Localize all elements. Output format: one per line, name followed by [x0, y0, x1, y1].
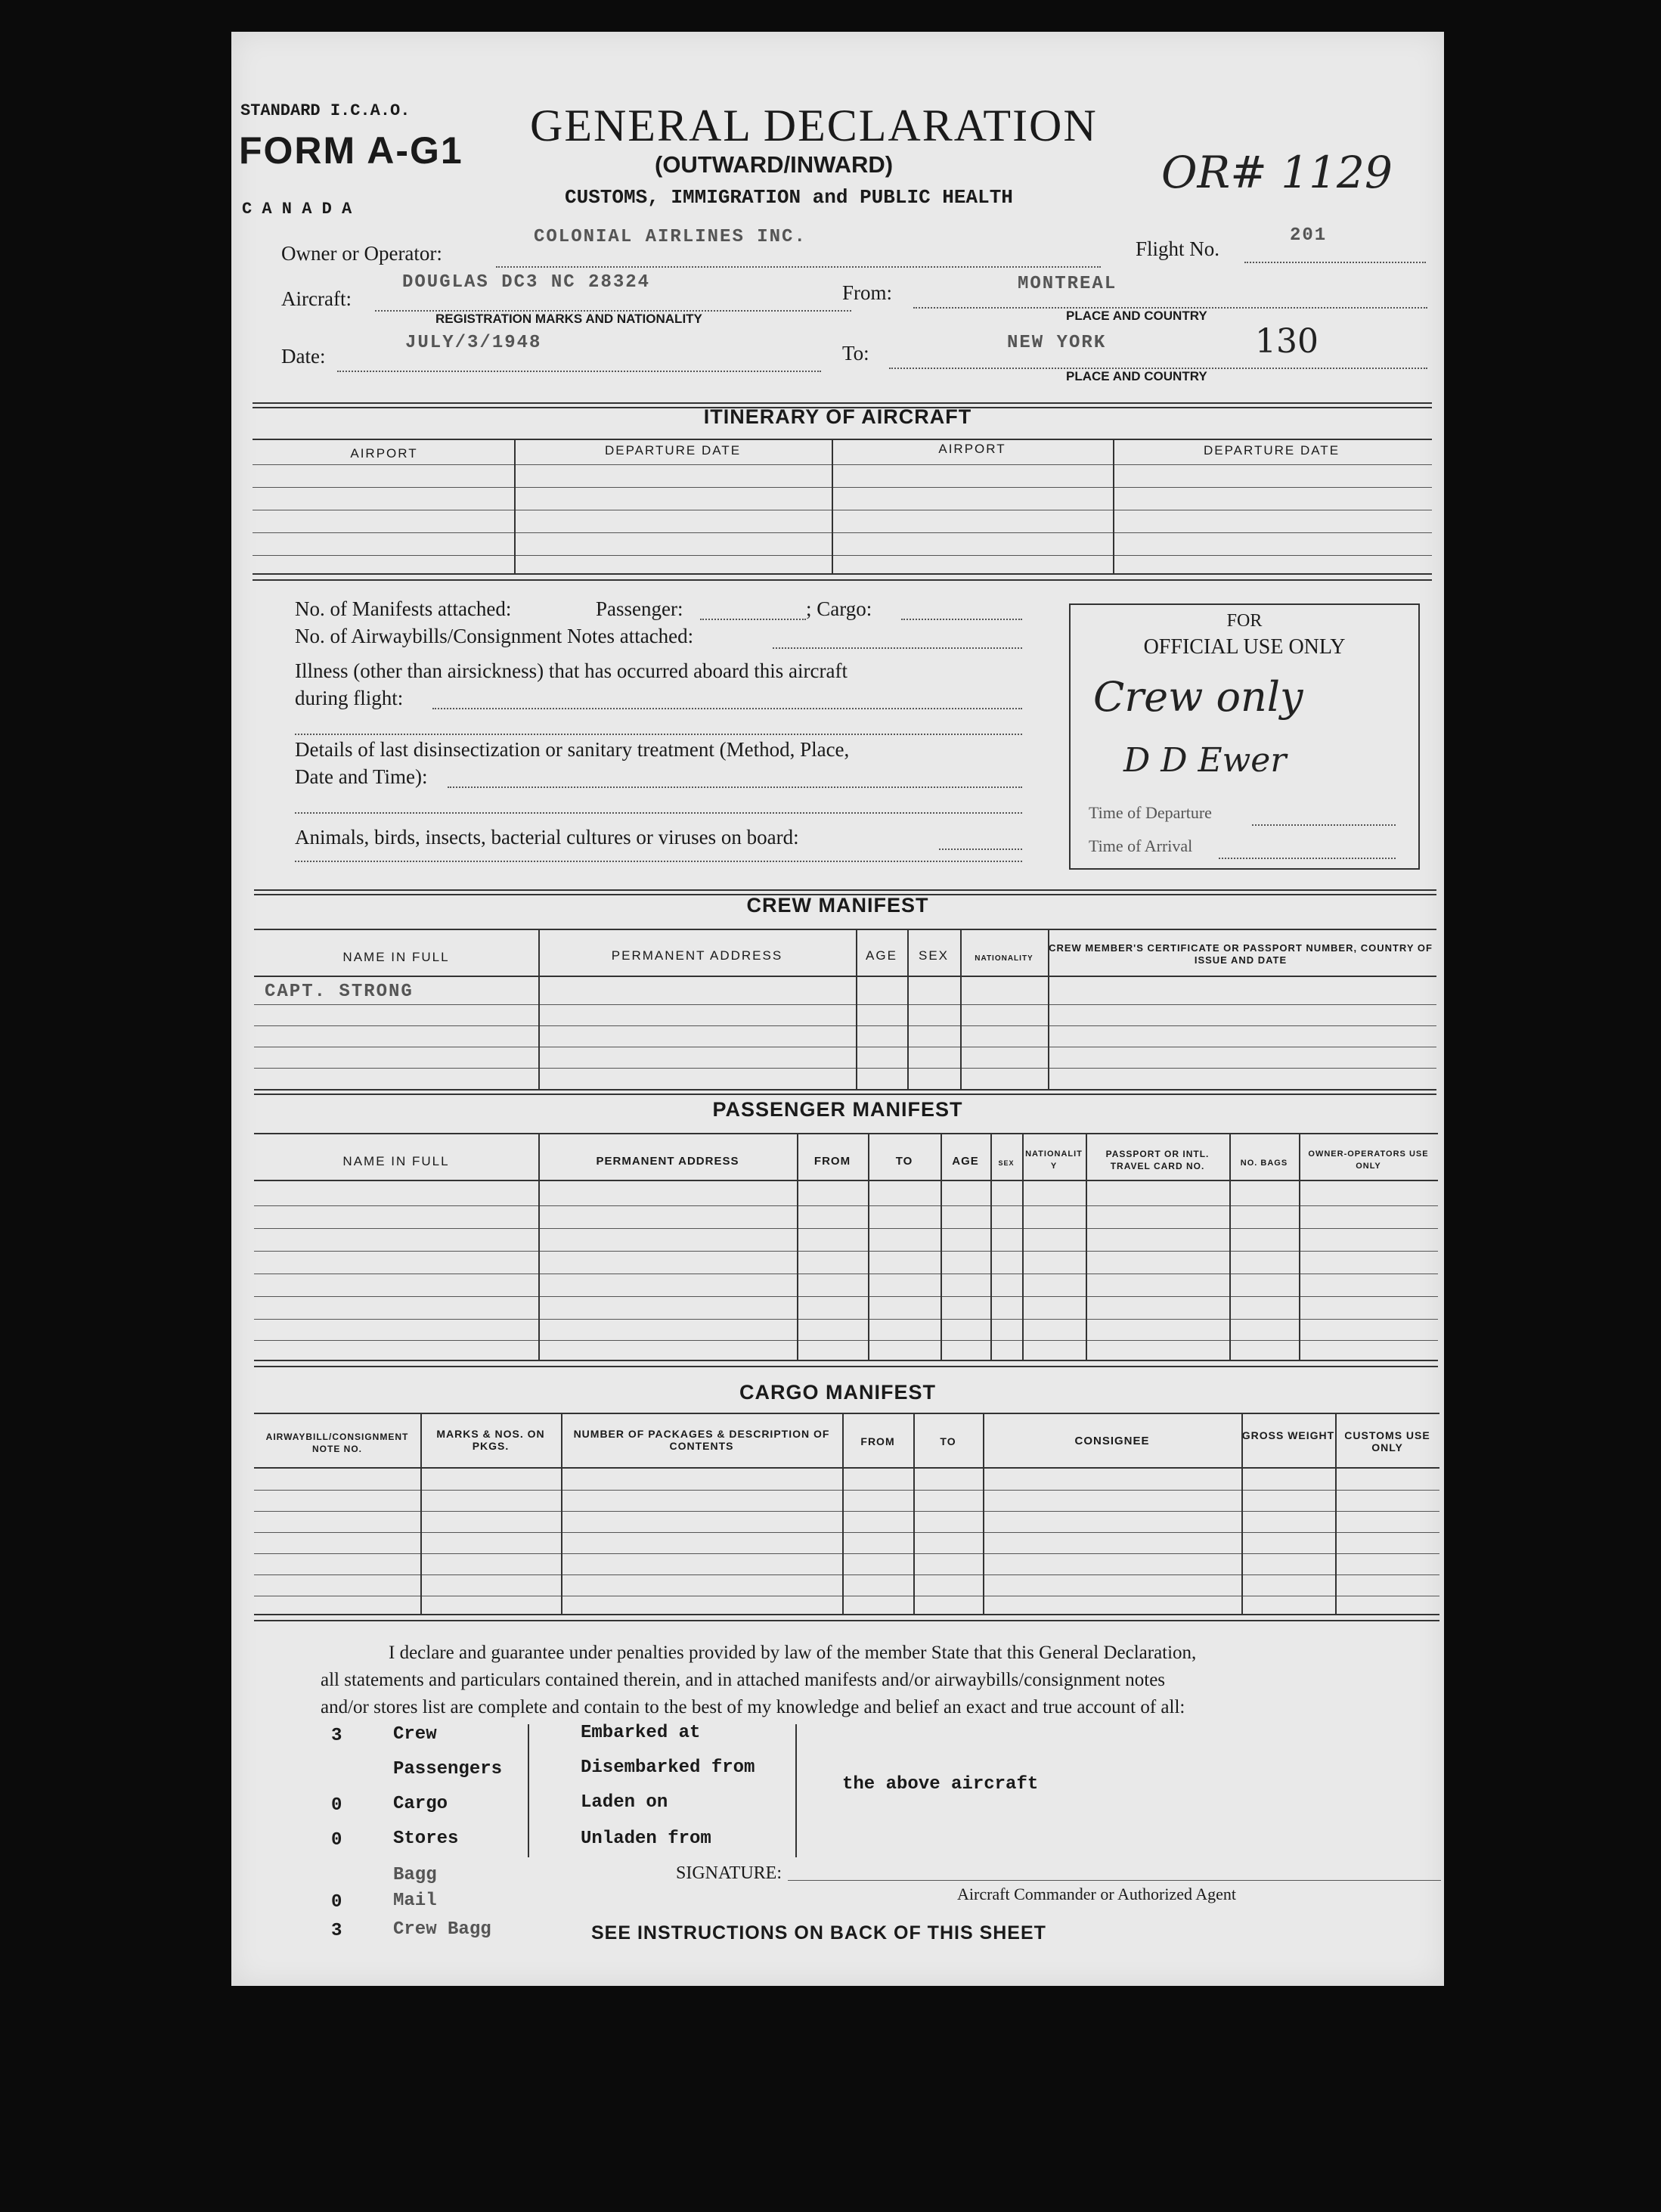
passenger-col-nationality: NATIONALITY — [1025, 1149, 1083, 1171]
crew-col-sex: SEX — [918, 948, 950, 963]
item-passengers-label: Passengers — [393, 1759, 503, 1779]
crew-row-name: CAPT. STRONG — [265, 982, 414, 1002]
to-label: To: — [842, 342, 869, 365]
item-bagg-label: Bagg — [393, 1865, 437, 1885]
reference-handwritten: OR# 1129 — [1161, 147, 1393, 198]
official-use-box — [1069, 603, 1420, 870]
official-for: FOR — [1226, 611, 1263, 631]
date-value: JULY/3/1948 — [405, 333, 542, 353]
passenger-title: PASSENGER MANIFEST — [712, 1098, 963, 1121]
passenger-col-sex: SEX — [998, 1159, 1015, 1167]
aircraft-label: Aircraft: — [281, 287, 352, 310]
passenger-col-bags: NO. BAGS — [1240, 1159, 1288, 1168]
action-disembarked: Disembarked from — [581, 1758, 755, 1778]
above-aircraft: the above aircraft — [842, 1774, 1039, 1795]
passenger-col-address: PERMANENT ADDRESS — [596, 1155, 739, 1168]
item-stores-label: Stores — [393, 1829, 459, 1849]
itinerary-col-departure-1: DEPARTURE DATE — [604, 443, 742, 458]
itinerary-col-airport-1: AIRPORT — [350, 446, 418, 461]
passenger-col-to: TO — [895, 1155, 913, 1168]
cargo-col-from: FROM — [860, 1435, 895, 1447]
cargo-col-airwaybill: AIRWAYBILL/CONSIGNMENT NOTE NO. — [265, 1432, 409, 1454]
date-label: Date: — [281, 345, 326, 368]
passenger-col-owner: OWNER-OPERATORS USE ONLY — [1308, 1149, 1429, 1171]
disinsect-label-2: Date and Time): — [295, 765, 428, 788]
item-mail-count: 0 — [331, 1892, 342, 1913]
airwaybills-label: No. of Airwaybills/Consignment Notes attached: — [295, 625, 694, 647]
passenger-col-name: NAME IN FULL — [342, 1154, 450, 1168]
crew-col-certificate: CREW MEMBER'S CERTIFICATE OR PASSPORT NUMBER, COUNTRY OF ISSUE AND DATE — [1049, 942, 1433, 966]
animals-label: Animals, birds, insects, bacterial cultures or viruses on board: — [295, 826, 799, 849]
owner-label: Owner or Operator: — [281, 242, 442, 265]
passenger-label: Passenger: — [596, 597, 683, 620]
standard-label: STANDARD I.C.A.O. — [240, 101, 411, 120]
official-hand-note: Crew only — [1093, 673, 1303, 721]
disinsect-label-1: Details of last disinsectization or sanitary treatment (Method, Place, — [295, 738, 850, 761]
item-cargo-count: 0 — [331, 1795, 342, 1816]
action-embarked: Embarked at — [581, 1723, 701, 1743]
from-label: From: — [842, 281, 893, 304]
item-crew-label: Crew — [393, 1724, 437, 1745]
cargo-col-to: TO — [940, 1435, 956, 1447]
illness-label-2: during flight: — [295, 687, 404, 709]
declaration-line-3: and/or stores list are complete and contain to the best of my knowledge and belief an exact and true account of all: — [321, 1697, 1185, 1717]
manifests-label: No. of Manifests attached: — [295, 597, 512, 620]
official-signature: D D Ewer — [1123, 741, 1287, 780]
declaration-line-1: I declare and guarantee under penalties provided by law of the member State that this General Declaration, — [389, 1643, 1197, 1663]
flight-label: Flight No. — [1136, 237, 1220, 260]
to-handwritten-number: 130 — [1255, 322, 1319, 361]
declaration-sheet — [231, 32, 1444, 1986]
passenger-col-age: AGE — [952, 1155, 979, 1168]
official-departure: Time of Departure — [1089, 803, 1212, 822]
form-number: FORM A-G1 — [239, 129, 463, 172]
item-crew-bagg-label: Crew Bagg — [393, 1919, 491, 1940]
itinerary-col-departure-2: DEPARTURE DATE — [1203, 443, 1340, 458]
crew-col-nationality: NATIONALITY — [975, 954, 1033, 963]
official-arrival: Time of Arrival — [1089, 836, 1193, 855]
cargo-col-packages: NUMBER OF PACKAGES & DESCRIPTION OF CONTENTS — [573, 1428, 830, 1452]
passenger-col-from: FROM — [813, 1155, 851, 1168]
passenger-col-passport: PASSPORT OR INTL. TRAVEL CARD NO. — [1105, 1149, 1210, 1171]
commander-label: Aircraft Commander or Authorized Agent — [957, 1885, 1237, 1903]
to-caption: PLACE AND COUNTRY — [1066, 369, 1207, 383]
signature-label: SIGNATURE: — [676, 1863, 782, 1883]
from-caption: PLACE AND COUNTRY — [1066, 309, 1207, 323]
crew-col-address: PERMANENT ADDRESS — [611, 948, 783, 963]
country-label: C A N A D A — [242, 200, 352, 219]
cargo-title: CARGO MANIFEST — [739, 1381, 936, 1404]
illness-label-1: Illness (other than airsickness) that has occurred aboard this aircraft — [295, 659, 848, 682]
item-cargo-label: Cargo — [393, 1794, 448, 1814]
item-crew-count: 3 — [331, 1726, 342, 1746]
cargo-col-customs: CUSTOMS USE ONLY — [1344, 1429, 1430, 1453]
owner-value: COLONIAL AIRLINES INC. — [534, 227, 807, 247]
aircraft-caption: REGISTRATION MARKS AND NATIONALITY — [435, 312, 702, 326]
instructions-note: SEE INSTRUCTIONS ON BACK OF THIS SHEET — [591, 1922, 1046, 1944]
form-subtitle-2: CUSTOMS, IMMIGRATION and PUBLIC HEALTH — [565, 186, 1013, 209]
cargo-label: ; Cargo: — [806, 597, 872, 620]
aircraft-value: DOUGLAS DC3 NC 28324 — [402, 272, 651, 293]
action-laden: Laden on — [581, 1792, 668, 1813]
action-unladen: Unladen from — [581, 1829, 711, 1849]
crew-title: CREW MANIFEST — [746, 894, 929, 917]
item-stores-count: 0 — [331, 1830, 342, 1851]
item-mail-label: Mail — [393, 1891, 437, 1911]
itinerary-col-airport-2: AIRPORT — [938, 442, 1006, 456]
itinerary-title: ITINERARY OF AIRCRAFT — [703, 405, 972, 428]
cargo-col-marks: MARKS & NOS. ON PKGS. — [436, 1428, 545, 1452]
official-use-only: OFFICIAL USE ONLY — [1143, 635, 1346, 659]
form-title: GENERAL DECLARATION — [530, 101, 1098, 150]
form-subtitle: (OUTWARD/INWARD) — [655, 151, 894, 178]
crew-col-age: AGE — [866, 948, 897, 963]
to-value: NEW YORK — [1007, 333, 1107, 353]
crew-col-name: NAME IN FULL — [342, 950, 450, 964]
cargo-col-gross: GROSS WEIGHT — [1241, 1429, 1335, 1441]
from-value: MONTREAL — [1018, 274, 1117, 294]
flight-value: 201 — [1290, 225, 1328, 246]
item-crew-bagg-count: 3 — [331, 1921, 342, 1941]
cargo-col-consignee: CONSIGNEE — [1074, 1435, 1150, 1447]
declaration-line-2: all statements and particulars contained therein, and in attached manifests and/or airwaybills/consignment notes — [321, 1670, 1166, 1690]
